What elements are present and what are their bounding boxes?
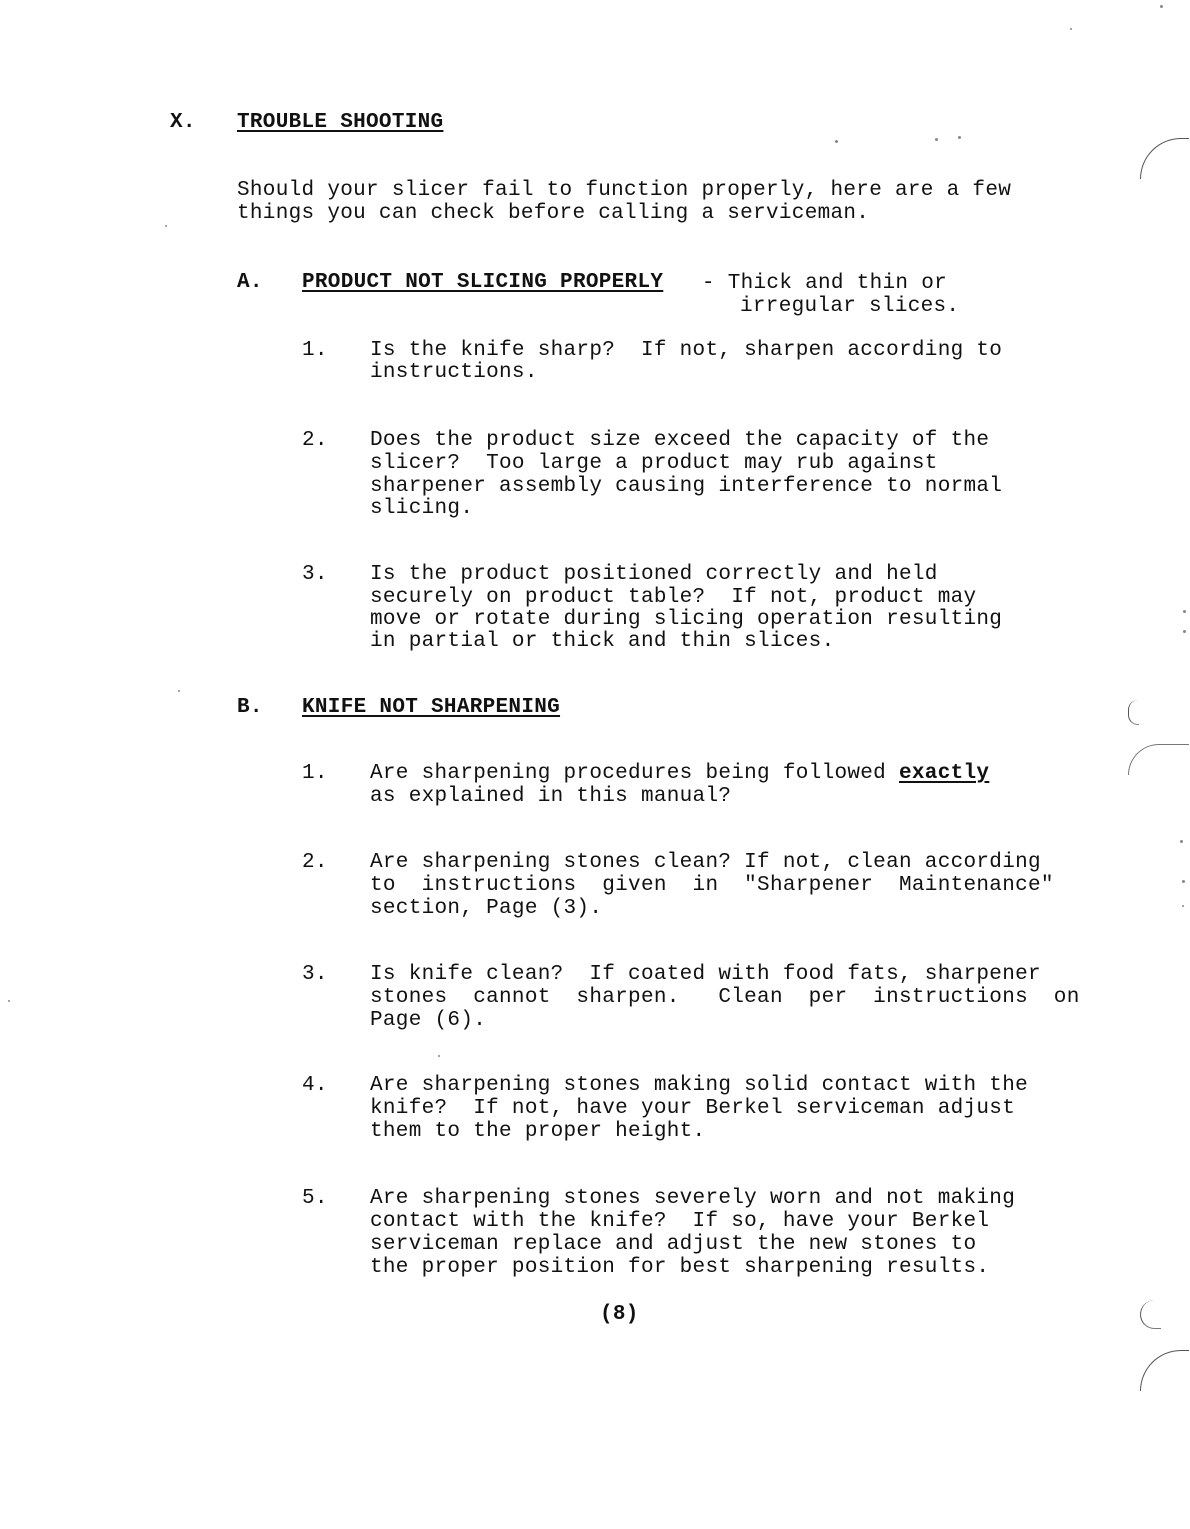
list-item-line: Are sharpening stones making solid contact with the xyxy=(370,1074,1029,1097)
list-item-number: 1. xyxy=(302,762,328,785)
list-item-line: as explained in this manual? xyxy=(370,785,732,808)
page-number: (8) xyxy=(600,1303,639,1326)
scan-speck xyxy=(165,225,167,227)
scan-speck xyxy=(1182,880,1185,883)
scan-speck xyxy=(1183,610,1186,613)
list-item-line: serviceman replace and adjust the new stones to xyxy=(370,1233,977,1256)
subsection-a-title-suffix-line2: irregular slices. xyxy=(740,295,960,318)
subsection-b-letter: B. xyxy=(237,696,263,719)
list-item-line: securely on product table? If not, product may xyxy=(370,586,977,609)
list-item-line-text: Are sharpening procedures being followed xyxy=(370,762,899,785)
list-item-number: 2. xyxy=(302,429,328,452)
list-item-number: 5. xyxy=(302,1187,328,1210)
list-item-number: 3. xyxy=(302,563,328,586)
list-item-line: Is the product positioned correctly and held xyxy=(370,563,938,586)
subsection-a-letter: A. xyxy=(237,271,263,294)
list-item-line: to instructions given in "Sharpener Maintenance" xyxy=(370,874,1054,897)
scan-speck xyxy=(178,690,180,692)
list-item-line: the proper position for best sharpening results. xyxy=(370,1256,990,1279)
list-item-line: knife? If not, have your Berkel serviceman adjust xyxy=(370,1097,1016,1120)
list-item-line: stones cannot sharpen. Clean per instructions on xyxy=(370,986,1080,1009)
scan-speck xyxy=(1183,630,1186,633)
list-item-line: Page (6). xyxy=(370,1009,487,1032)
list-item-line: Are sharpening stones clean? If not, clean according xyxy=(370,851,1041,874)
list-item-number: 4. xyxy=(302,1074,328,1097)
scan-speck xyxy=(958,136,961,139)
list-item-line: instructions. xyxy=(370,361,538,384)
scan-speck xyxy=(1070,28,1072,30)
list-item-number: 3. xyxy=(302,963,328,986)
subsection-b-title: KNIFE NOT SHARPENING xyxy=(302,696,561,719)
list-item-line: Is the knife sharp? If not, sharpen according to xyxy=(370,339,1003,362)
subsection-a-title: PRODUCT NOT SLICING PROPERLY xyxy=(302,271,664,294)
scan-speck xyxy=(1160,5,1163,8)
scan-speck xyxy=(8,1000,10,1002)
scan-speck xyxy=(438,1055,440,1057)
scan-speck xyxy=(835,140,838,143)
list-item-number: 1. xyxy=(302,339,328,362)
scan-artifact xyxy=(1128,744,1189,775)
scan-artifact xyxy=(1128,700,1139,725)
scan-speck xyxy=(1180,840,1183,843)
list-item-line: contact with the knife? If so, have your Berkel xyxy=(370,1210,990,1233)
list-item-line: Are sharpening stones severely worn and not making xyxy=(370,1187,1016,1210)
scan-speck xyxy=(1182,905,1184,907)
intro-line-2: things you can check before calling a serviceman. xyxy=(237,202,870,225)
list-item-line: Is knife clean? If coated with food fats, sharpener xyxy=(370,963,1041,986)
list-item-line: sharpener assembly causing interference to normal xyxy=(370,475,1003,498)
list-item-line: Does the product size exceed the capacity of the xyxy=(370,429,990,452)
section-title: TROUBLE SHOOTING xyxy=(237,111,444,134)
subsection-a-title-suffix: - Thick and thin or xyxy=(689,272,948,295)
list-item-line: in partial or thick and thin slices. xyxy=(370,630,835,653)
section-number: X. xyxy=(170,111,196,134)
emphasis-word: exactly xyxy=(898,762,990,785)
list-item-line: them to the proper height. xyxy=(370,1120,706,1143)
list-item-line: slicing. xyxy=(370,497,474,520)
scan-artifact xyxy=(1140,1300,1161,1329)
scan-speck xyxy=(935,138,938,141)
list-item-line: slicer? Too large a product may rub against xyxy=(370,452,938,475)
intro-line-1: Should your slicer fail to function properly, here are a few xyxy=(237,179,1012,202)
list-item-line: section, Page (3). xyxy=(370,897,603,920)
scan-artifact xyxy=(1140,1350,1189,1391)
list-item-number: 2. xyxy=(302,851,328,874)
list-item-line xyxy=(370,763,989,786)
scan-artifact xyxy=(1140,138,1189,179)
list-item-line: move or rotate during slicing operation resulting xyxy=(370,608,1003,631)
